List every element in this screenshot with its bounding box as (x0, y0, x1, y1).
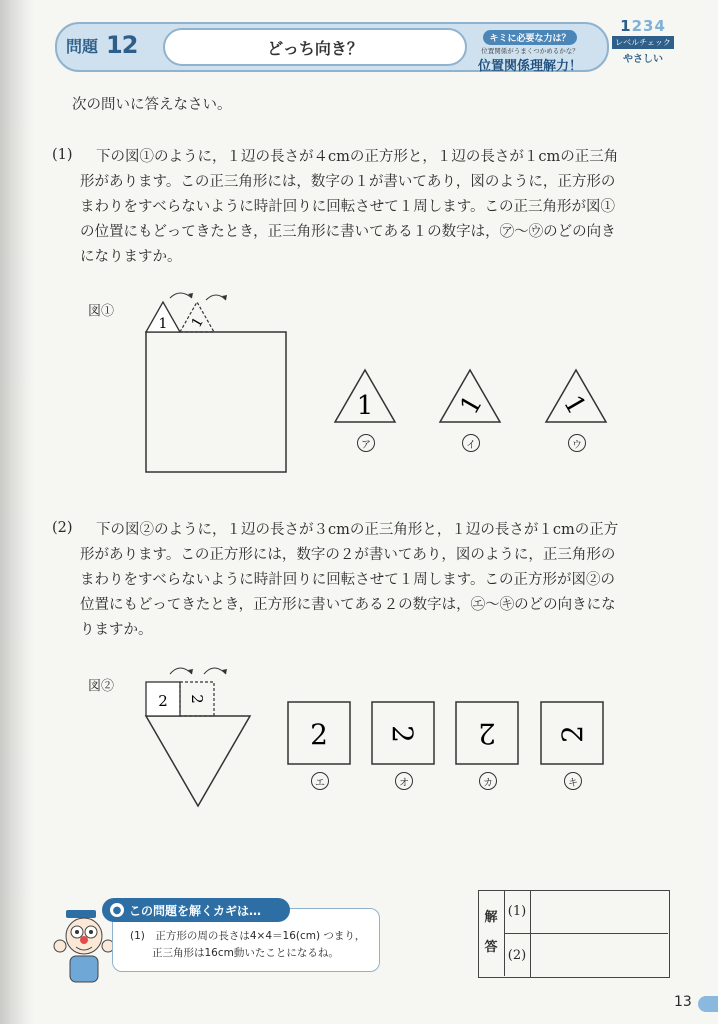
answer-row-number: (2) (504, 934, 531, 977)
rotation-arrow-icon (170, 293, 192, 298)
rotation-arrow-icon (206, 295, 226, 300)
rotated-square-digit: 2 (188, 694, 206, 704)
needed-power-question: キミに必要な力は？ (483, 30, 576, 45)
choice-mark: イ (462, 434, 480, 452)
q1-choice-3 (544, 366, 608, 426)
choice-mark: キ (564, 772, 582, 790)
choice-mark: オ (395, 772, 413, 790)
q1-line: 形があります。この正三角形には，数字の１が書いてあり，図のように，正方形の (80, 174, 616, 190)
q2-number: (2) (52, 520, 73, 536)
answer-row (504, 934, 668, 977)
q1-number: (1) (52, 147, 73, 163)
q1-line: の位置にもどってきたとき，正三角形に書いてある１の数字は，㋐～㋒のどの向き (80, 224, 616, 240)
needed-power: 位置関係理解力！ (477, 59, 582, 74)
level-number: 2 (631, 17, 643, 35)
q2-line: りますか。 (80, 622, 153, 638)
hint-line: (1) 正方形の周の長さは4×4＝16(cm) つまり， (130, 930, 366, 942)
page-title: どっち向き？ (163, 28, 467, 66)
figure1-label: 図① (88, 304, 115, 319)
page-number: 13 (674, 994, 692, 1010)
q1-line: まわりをすべらないように時計回りに回転させて１周します。この正三角形が図① (80, 199, 616, 215)
q1-line: になりますか。 (80, 249, 182, 265)
level-number: 4 (654, 17, 666, 35)
q1-choice-digit: 1 (356, 391, 374, 421)
q2-choice-1 (286, 700, 352, 766)
q2-line: 下の図②のように，１辺の長さが３cmの正三角形と，１辺の長さが１cmの正方 (96, 522, 619, 538)
q2-line: まわりをすべらないように時計回りに回転させて１周します。この正方形が図②の (80, 572, 616, 588)
level-number: 3 (643, 17, 655, 35)
answer-field[interactable] (531, 934, 668, 977)
q2-line: 位置にもどってきたとき，正方形に書いてある２の数字は，㋓～㋖のどの向きにな (80, 597, 616, 613)
rotated-triangle-digit: 1 (188, 314, 208, 331)
level-number: 1 (620, 17, 632, 35)
triangle-shape (146, 716, 250, 806)
figure2-label: 図② (88, 679, 115, 694)
hint-title-text: この問題を解くカギは… (129, 903, 262, 918)
level-value: やさしい (623, 54, 663, 65)
q2-choice-3 (454, 700, 520, 766)
answer-label-char: 答 (484, 940, 498, 955)
q2-choice-2 (370, 700, 436, 766)
choice-mark: ウ (568, 434, 586, 452)
square-digit: 2 (158, 692, 168, 710)
choice-mark: エ (311, 772, 329, 790)
q1-choice-digit: 1 (454, 390, 489, 420)
answer-label (478, 890, 505, 976)
problem-id (62, 28, 162, 62)
level-check (612, 18, 674, 70)
q1-choice-digit: 1 (557, 390, 592, 420)
choice-mark: カ (479, 772, 497, 790)
needed-power-box (466, 26, 594, 74)
answer-field[interactable] (531, 890, 668, 933)
key-icon: ● (110, 903, 124, 917)
q1-choice-2 (438, 366, 502, 426)
figure2-diagram (140, 660, 260, 812)
answer-row (504, 890, 668, 934)
book-spine-shadow (0, 0, 34, 1024)
level-numbers (612, 18, 674, 34)
figure1-diagram (140, 290, 300, 480)
rotation-arrow-icon (170, 668, 192, 674)
rotation-arrow-icon (204, 668, 226, 674)
q2-line: 形があります。この正方形には，数字の２が書いてあり，図のように，正三角形の (80, 547, 616, 563)
q2-choice-digit: 2 (556, 725, 589, 743)
hint-text (130, 928, 365, 962)
q2-choice-4 (539, 700, 605, 766)
problem-label: 問題 (66, 36, 99, 56)
q2-choice-digit: 2 (478, 717, 496, 750)
square-shape (146, 332, 286, 472)
triangle-digit: 1 (158, 316, 168, 332)
q1-line: 下の図①のように，１辺の長さが４cmの正方形と，１辺の長さが１cmの正三角 (96, 149, 619, 165)
page-tab (698, 996, 718, 1012)
choice-mark: ア (357, 434, 375, 452)
problem-number: 12 (106, 31, 138, 59)
q2-choice-digit: 2 (310, 718, 328, 751)
needed-power-sub: 位置関係がうまくつかめるかな？ (481, 47, 579, 55)
hint-line: 正三角形は16cm動いたことになるね。 (152, 947, 339, 959)
answer-label-char: 解 (484, 910, 498, 925)
level-check-label: レベルチェック (612, 36, 674, 49)
answer-row-number: (1) (504, 890, 531, 933)
q2-choice-digit: 2 (386, 725, 419, 743)
instruction: 次の問いに答えなさい。 (72, 97, 232, 113)
q1-choice-1 (333, 366, 397, 426)
hint-title (102, 898, 290, 922)
